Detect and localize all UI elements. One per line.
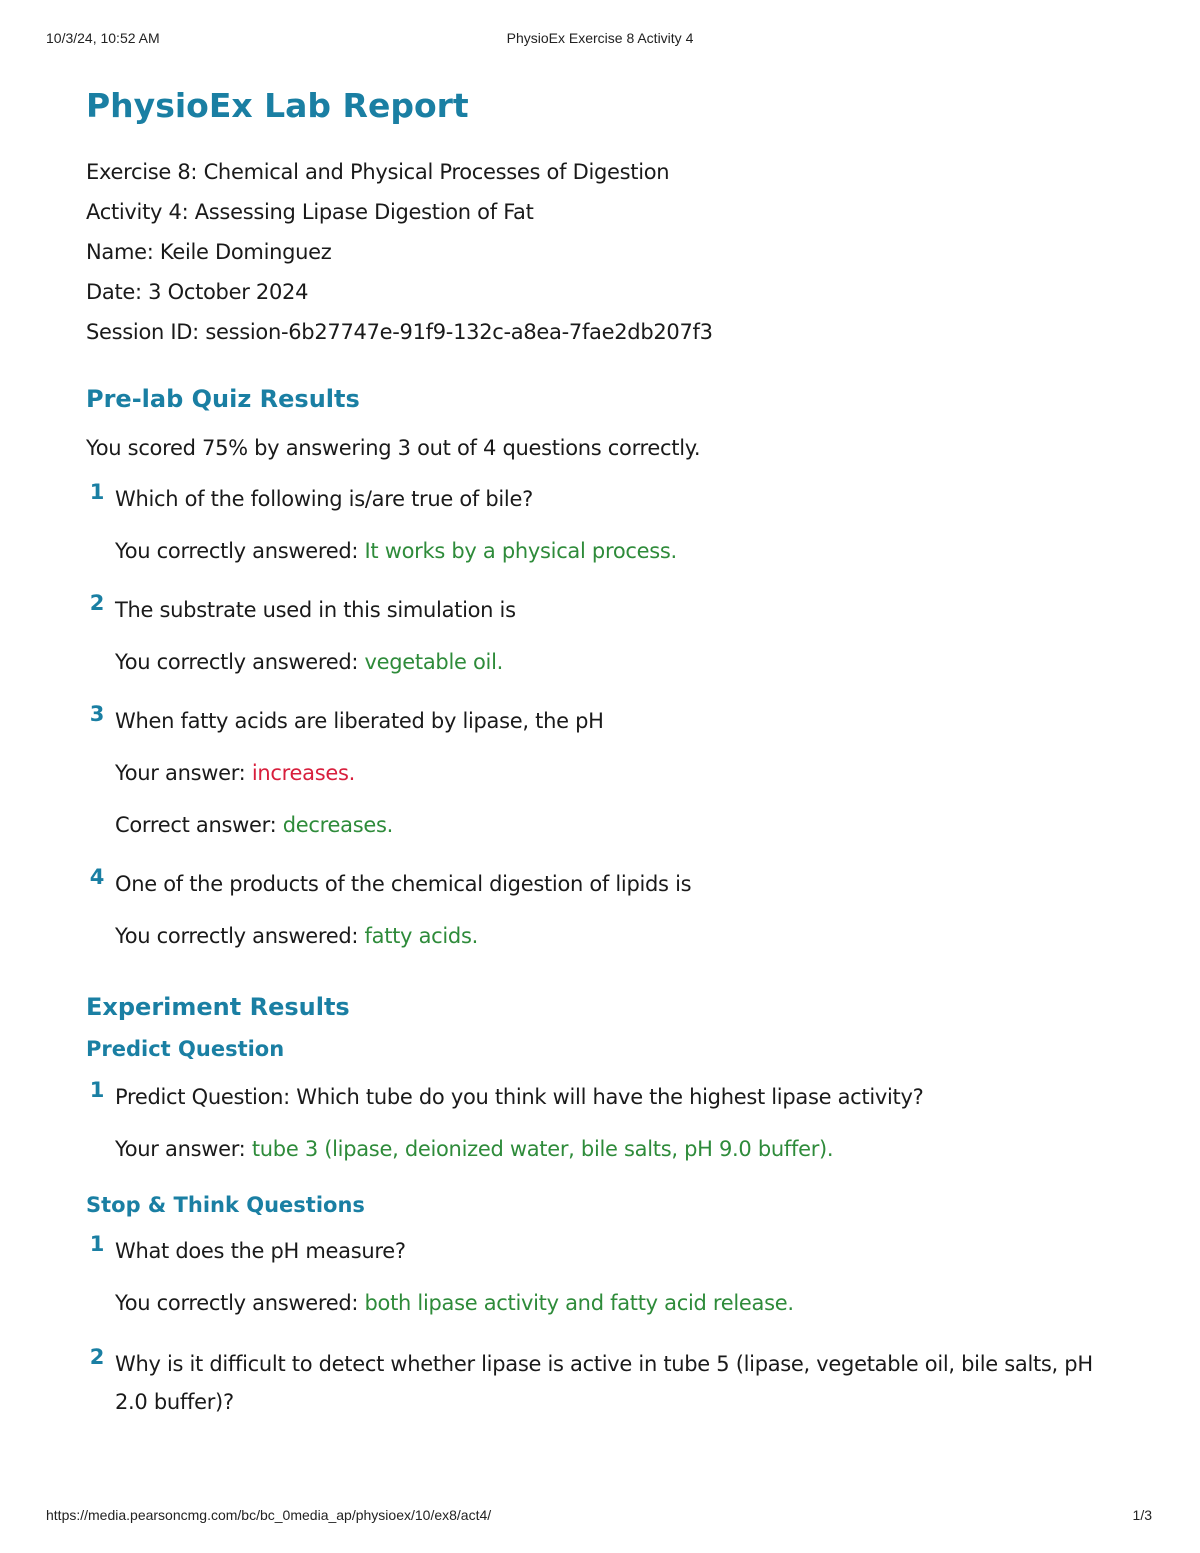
question-text: Why is it difficult to detect whether lipase is active in tube 5 (lipase, vegetable oil, bile salts, pH 2.0 buffer)? (115, 1352, 1093, 1414)
name-label: Name: (86, 240, 160, 264)
question-text: The substrate used in this simulation is (115, 598, 516, 622)
session-label: Session ID: (86, 320, 206, 344)
stop-think-heading: Stop & Think Questions (86, 1193, 365, 1217)
answer-line (115, 1284, 1126, 1322)
question-number: 4 (89, 865, 104, 889)
question-number: 3 (89, 702, 104, 726)
print-header (0, 30, 1200, 50)
answer-label: You correctly answered: (115, 1291, 365, 1315)
session-line (86, 312, 1126, 352)
student-name: Keile Dominguez (159, 240, 332, 264)
lab-report (86, 84, 1126, 1421)
prelab-summary: You scored 75% by answering 3 out of 4 questions correctly. (86, 436, 701, 460)
answer-line (115, 1130, 1126, 1168)
report-title: PhysioEx Lab Report (86, 86, 469, 125)
correct-answer: vegetable oil. (364, 650, 503, 674)
correct-answer: both lipase activity and fatty acid release. (364, 1291, 794, 1315)
prelab-question-4 (86, 865, 1126, 955)
question-text: What does the pH measure? (115, 1239, 406, 1263)
correct-answer-line (115, 806, 1126, 844)
print-footer (0, 1507, 1200, 1527)
question-text: One of the products of the chemical digestion of lipids is (115, 872, 692, 896)
report-meta (86, 152, 1126, 352)
correct-answer-label: Correct answer: (115, 813, 283, 837)
prelab-question-3 (86, 702, 1126, 844)
stop-think-question-2 (86, 1345, 1126, 1421)
name-line (86, 232, 1126, 272)
question-number: 1 (89, 1078, 104, 1102)
question-number: 1 (89, 480, 104, 504)
print-datetime: 10/3/24, 10:52 AM (46, 30, 160, 46)
answer-line (115, 643, 1126, 681)
your-answer-line (115, 754, 1126, 792)
wrong-answer: increases. (251, 761, 355, 785)
prelab-heading: Pre-lab Quiz Results (86, 385, 360, 413)
exercise-line: Exercise 8: Chemical and Physical Processes of Digestion (86, 160, 670, 184)
answer-label: You correctly answered: (115, 650, 365, 674)
question-number: 1 (89, 1232, 104, 1256)
answer-line (115, 532, 1126, 570)
correct-answer: fatty acids. (364, 924, 478, 948)
correct-answer: It works by a physical process. (364, 539, 677, 563)
predict-heading: Predict Question (86, 1037, 285, 1061)
predicted-answer: tube 3 (lipase, deionized water, bile salts, pH 9.0 buffer). (251, 1137, 834, 1161)
your-answer-label: Your answer: (115, 761, 252, 785)
stop-think-question-1 (86, 1232, 1126, 1322)
experiment-heading: Experiment Results (86, 993, 350, 1021)
activity-line: Activity 4: Assessing Lipase Digestion of Fat (86, 200, 534, 224)
date-label: Date: (86, 280, 149, 304)
prelab-question-1 (86, 480, 1126, 570)
correct-answer: decreases. (282, 813, 393, 837)
question-number: 2 (89, 591, 104, 615)
prelab-question-2 (86, 591, 1126, 681)
answer-label: You correctly answered: (115, 539, 365, 563)
question-text: When fatty acids are liberated by lipase, the pH (115, 709, 604, 733)
question-text: Which of the following is/are true of bile? (115, 487, 533, 511)
print-url: https://media.pearsoncmg.com/bc/bc_0media_ap/physioex/10/ex8/act4/ (46, 1507, 492, 1523)
answer-label: Your answer: (115, 1137, 252, 1161)
predict-question-1 (86, 1078, 1126, 1168)
date-line (86, 272, 1126, 312)
answer-line (115, 917, 1126, 955)
answer-label: You correctly answered: (115, 924, 365, 948)
print-page-count: 1/3 (1132, 1507, 1152, 1523)
report-date: 3 October 2024 (148, 280, 309, 304)
print-page-title: PhysioEx Exercise 8 Activity 4 (506, 30, 694, 46)
question-number: 2 (89, 1345, 104, 1369)
session-id: session-6b27747e-91f9-132c-a8ea-7fae2db207f3 (205, 320, 713, 344)
question-text: Predict Question: Which tube do you think will have the highest lipase activity? (115, 1085, 924, 1109)
